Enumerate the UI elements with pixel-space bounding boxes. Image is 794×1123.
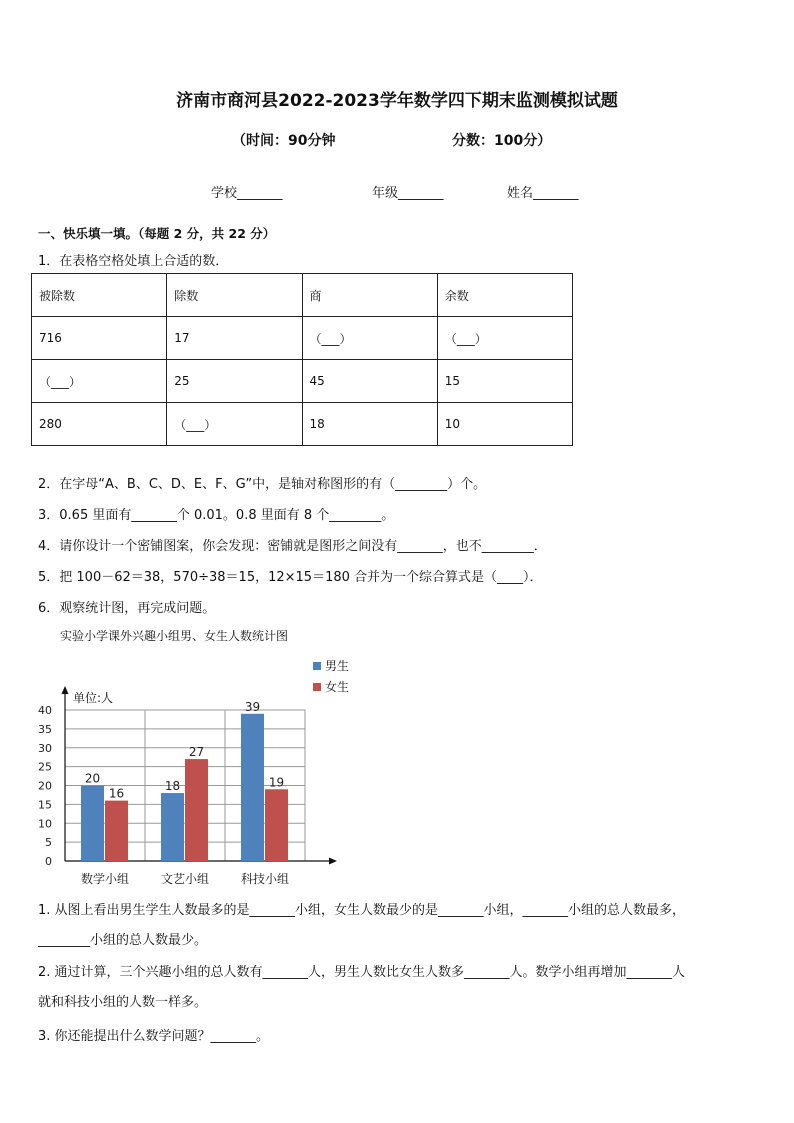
header-cell: 除数 bbox=[167, 274, 302, 317]
question-2: 2．在字母“A、B、C、D、E、F、G”中，是轴对称图形的有（________）个。 bbox=[38, 477, 487, 492]
question-3: 3．0.65 里面有_______个 0.01。0.8 里面有 8 个________。 bbox=[38, 508, 395, 523]
header-cell: 被除数 bbox=[32, 274, 167, 317]
y-tick-label: 40 bbox=[38, 704, 52, 717]
legend-swatch bbox=[313, 683, 321, 691]
table-row bbox=[32, 317, 573, 360]
table-header-row bbox=[32, 274, 573, 317]
division-table bbox=[31, 273, 573, 446]
question-6: 6．观察统计图，再完成问题。 bbox=[38, 601, 216, 616]
y-tick-label: 20 bbox=[38, 779, 52, 793]
y-axis-arrow bbox=[62, 686, 69, 694]
bar bbox=[81, 786, 104, 862]
sub-question-2-line-2: 就和科技小组的人数一样多。 bbox=[38, 995, 208, 1010]
table-cell: 15 bbox=[437, 360, 572, 403]
data-label: 18 bbox=[164, 779, 181, 794]
table-cell: （___） bbox=[167, 403, 302, 446]
page-title: 济南市商河县2022-2023学年数学四下期末监测模拟试题 bbox=[176, 91, 618, 111]
grade-field: 年级_______ bbox=[372, 186, 444, 201]
y-tick-label: 30 bbox=[38, 741, 52, 755]
chart-title: 实验小学课外兴趣小组男、女生人数统计图 bbox=[60, 629, 289, 643]
bar bbox=[185, 759, 208, 861]
data-label: 27 bbox=[188, 745, 205, 760]
sub-question-1-line-2: ________小组的总人数最少。 bbox=[38, 933, 208, 948]
legend-swatch bbox=[313, 662, 321, 670]
legend-label: 女生 bbox=[325, 680, 350, 694]
table-cell: 45 bbox=[302, 360, 437, 403]
table-cell: （___） bbox=[437, 317, 572, 360]
table-row bbox=[32, 360, 573, 403]
bar bbox=[105, 801, 128, 861]
table-cell: 716 bbox=[32, 317, 167, 360]
exam-time: （时间：90分钟 bbox=[232, 133, 336, 149]
question-4: 4．请你设计一个密铺图案，你会发现：密铺就是图形之间没有_______，也不________． bbox=[38, 539, 547, 554]
table-cell: （___） bbox=[32, 360, 167, 403]
sub-question-2-line-1: 2. 通过计算，三个兴趣小组的总人数有_______人，男生人数比女生人数多_______人。数学小组再增加_______人 bbox=[38, 965, 686, 980]
legend-label: 男生 bbox=[325, 659, 350, 673]
question-5: 5．把 100－62＝38，570÷38＝15，12×15＝180 合并为一个综合算式是（____）． bbox=[38, 570, 543, 585]
x-tick-label: 科技小组 bbox=[240, 872, 290, 886]
bar-chart bbox=[0, 650, 400, 895]
bar bbox=[241, 714, 264, 861]
bar bbox=[161, 793, 184, 861]
data-label: 19 bbox=[268, 775, 285, 790]
y-tick-label: 5 bbox=[45, 836, 52, 850]
data-label: 20 bbox=[84, 771, 101, 786]
sub-question-1-line-1: 1. 从图上看出男生学生人数最多的是_______小组，女生人数最少的是_______小组，_______小组的总人数最多， bbox=[38, 903, 686, 918]
x-tick-label: 文艺小组 bbox=[160, 872, 210, 886]
table-cell: 18 bbox=[302, 403, 437, 446]
table-cell: 280 bbox=[32, 403, 167, 446]
data-label: 39 bbox=[244, 699, 261, 714]
data-label: 16 bbox=[108, 786, 125, 801]
y-tick-label: 25 bbox=[38, 760, 52, 774]
exam-score: 分数：100分） bbox=[452, 133, 552, 149]
question-1: 1．在表格空格处填上合适的数． bbox=[38, 254, 229, 269]
y-tick-label: 10 bbox=[38, 817, 52, 831]
header-cell: 余数 bbox=[437, 274, 572, 317]
y-axis-label: 单位:人 bbox=[73, 691, 114, 705]
table-row bbox=[32, 403, 573, 446]
table-cell: 10 bbox=[437, 403, 572, 446]
section-heading: 一、快乐填一填。（每题 2 分，共 22 分） bbox=[38, 226, 276, 241]
table-cell: 25 bbox=[167, 360, 302, 403]
x-axis-arrow bbox=[329, 858, 337, 865]
school-field: 学校_______ bbox=[211, 186, 283, 201]
y-tick-label: 35 bbox=[38, 722, 52, 736]
y-tick-label: 0 bbox=[45, 855, 52, 868]
header-cell: 商 bbox=[302, 274, 437, 317]
sub-question-3: 3. 你还能提出什么数学问题？_______。 bbox=[38, 1029, 270, 1044]
y-tick-label: 15 bbox=[38, 798, 52, 812]
table-cell: （___） bbox=[302, 317, 437, 360]
bar bbox=[265, 789, 288, 861]
table-cell: 17 bbox=[167, 317, 302, 360]
name-field: 姓名_______ bbox=[507, 186, 579, 201]
x-tick-label: 数学小组 bbox=[80, 872, 130, 886]
